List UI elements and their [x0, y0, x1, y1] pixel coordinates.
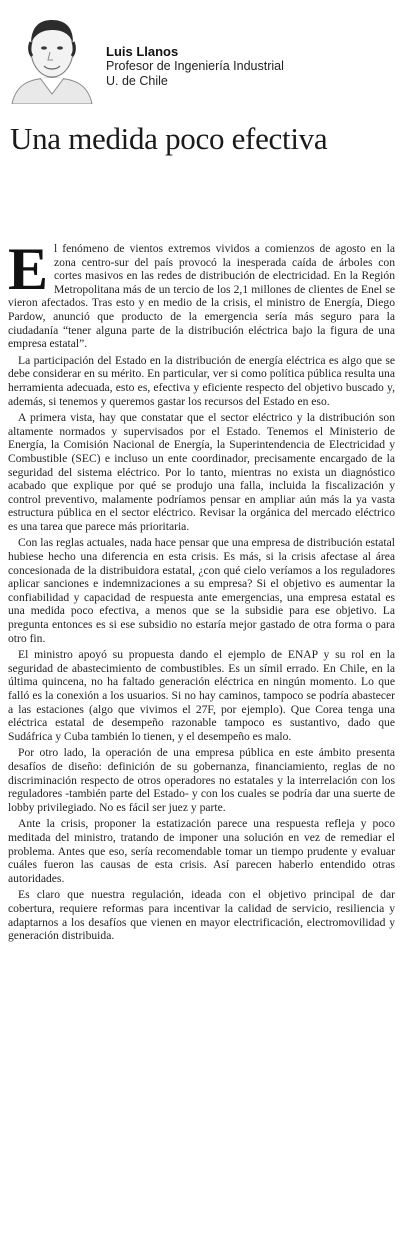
article-paragraph-5: El ministro apoyó su propuesta dando el ejemplo de ENAP y su rol en la seguridad de abastecimiento de combustibles. Es un símil errado. En Chile, en la última quincena, no ha faltado generación eléctrica en ningún momento. Lo que falló es la conexión a los usuarios. Si no hay caminos, tampoco se podría abastecer a las estaciones (algo que vivimos el 27F, por ejemplo). Que Corea tenga una eléctrica estatal de desempeño razonable tampoco es sustantivo, dado que Sudáfrica y Cuba también lo tienen, y el desempeño es malo. — [8, 648, 395, 743]
author-portrait — [10, 12, 94, 104]
article-headline: Una medida poco efectiva — [10, 121, 328, 156]
article-paragraph-8: Es claro que nuestra regulación, ideada con el objetivo principal de dar cobertura, requiere reformas para incentivar la calidad de servicio, resiliencia y adaptarnos a los desafíos que vienen en mayor electrificación, electromovilidad y generación distribuida. — [8, 888, 395, 943]
article-paragraph-1-text: l fenómeno de vientos extremos vividos a comienzos de agosto en la zona centro-sur del país provocó la inesperada caída de árboles con cortes masivos en las redes de distribución de electricidad. En la Región Metropolitana más de un tercio de los 2,1 millones de clientes de Enel se vieron afectados. Tras esto y en medio de la crisis, el ministro de Energía, Diego Pardow, anunció que producto de la emergencia sería más seguro para la ciudadanía “tener alguna parte de la distribución eléctrica bajo la figura de una empresa estatal”. — [8, 242, 395, 351]
author-header — [0, 0, 403, 110]
drop-cap: E — [8, 236, 49, 302]
author-role-line-2: U. de Chile — [106, 74, 168, 88]
article-paragraph-2: La participación del Estado en la distribución de energía eléctrica es algo que se debe considerar en su mérito. En particular, ver si como política pública resulta una herramienta adecuada, esto es, efectiva y eficiente respecto del objetivo buscado y, además, si tenemos y queremos gastar los recursos del Estado en eso. — [8, 353, 395, 408]
article-paragraph-6: Por otro lado, la operación de una empresa pública en este ámbito presenta desafíos de diseño: definición de su gobernanza, financiamiento, reglas de no discriminación respecto de otros operadores no estatales y la interrelación con los reguladores -también parte del Estado- y con los cuales se podría dar una suerte de lobby privilegiado. No es fácil ser juez y parte. — [8, 746, 395, 814]
article-paragraph-4: Con las reglas actuales, nada hace pensar que una empresa de distribución estatal hubiese hecho una diferencia en esta crisis. Es más, si la crisis afectase al área concesionada de la distribuidora estatal, ¿con qué cielo veríamos a los reguladores aplicar sanciones e indemnizaciones a su empresa? Si el objetivo es aumentar la confiabilidad y capacidad de respuesta ante emergencias, una empresa estatal es una medida poco efectiva, a menos que se la subsidie para ese objetivo. La pregunta entonces es si ese subsidio no estaría mejor gastado de otra forma o para otro fin. — [8, 536, 395, 645]
author-role-line-1: Profesor de Ingeniería Industrial — [106, 59, 284, 73]
article-paragraph-3: A primera vista, hay que constatar que el sector eléctrico y la distribución son altamente normados y supervisados por el Estado. Tenemos el Ministerio de Energía, la Comisión Nacional de Energía, la Superintendencia de Electricidad y Combustible (SEC) e incluso un ente coordinador, precisamente encargado de la seguridad del sistema eléctrico. Por lo tanto, mientras no exista un diagnóstico acabado que explique por qué se produjo una falla, incluida la fiscalización y control preventivo, malamente podríamos pensar en ampliar aún más la ya vasta estructura pública en el sector eléctrico. Revisar la orgánica del mercado eléctrico es una tarea que parece más prioritaria. — [8, 411, 395, 533]
article-paragraph-1 — [8, 236, 395, 351]
article-paragraph-7: Ante la crisis, proponer la estatización parece una respuesta refleja y poco meditada del ministro, tratando de imponer una solución en vez de remediar el problema. Antes que eso, sería recomendable tomar un tiempo prudente y evaluar cuáles fueron las causas de esta crisis. Así parecen haberlo entendido otras autoridades. — [8, 817, 395, 885]
article-body — [8, 236, 395, 946]
author-name: Luis Llanos — [106, 44, 179, 59]
author-role — [106, 59, 396, 89]
